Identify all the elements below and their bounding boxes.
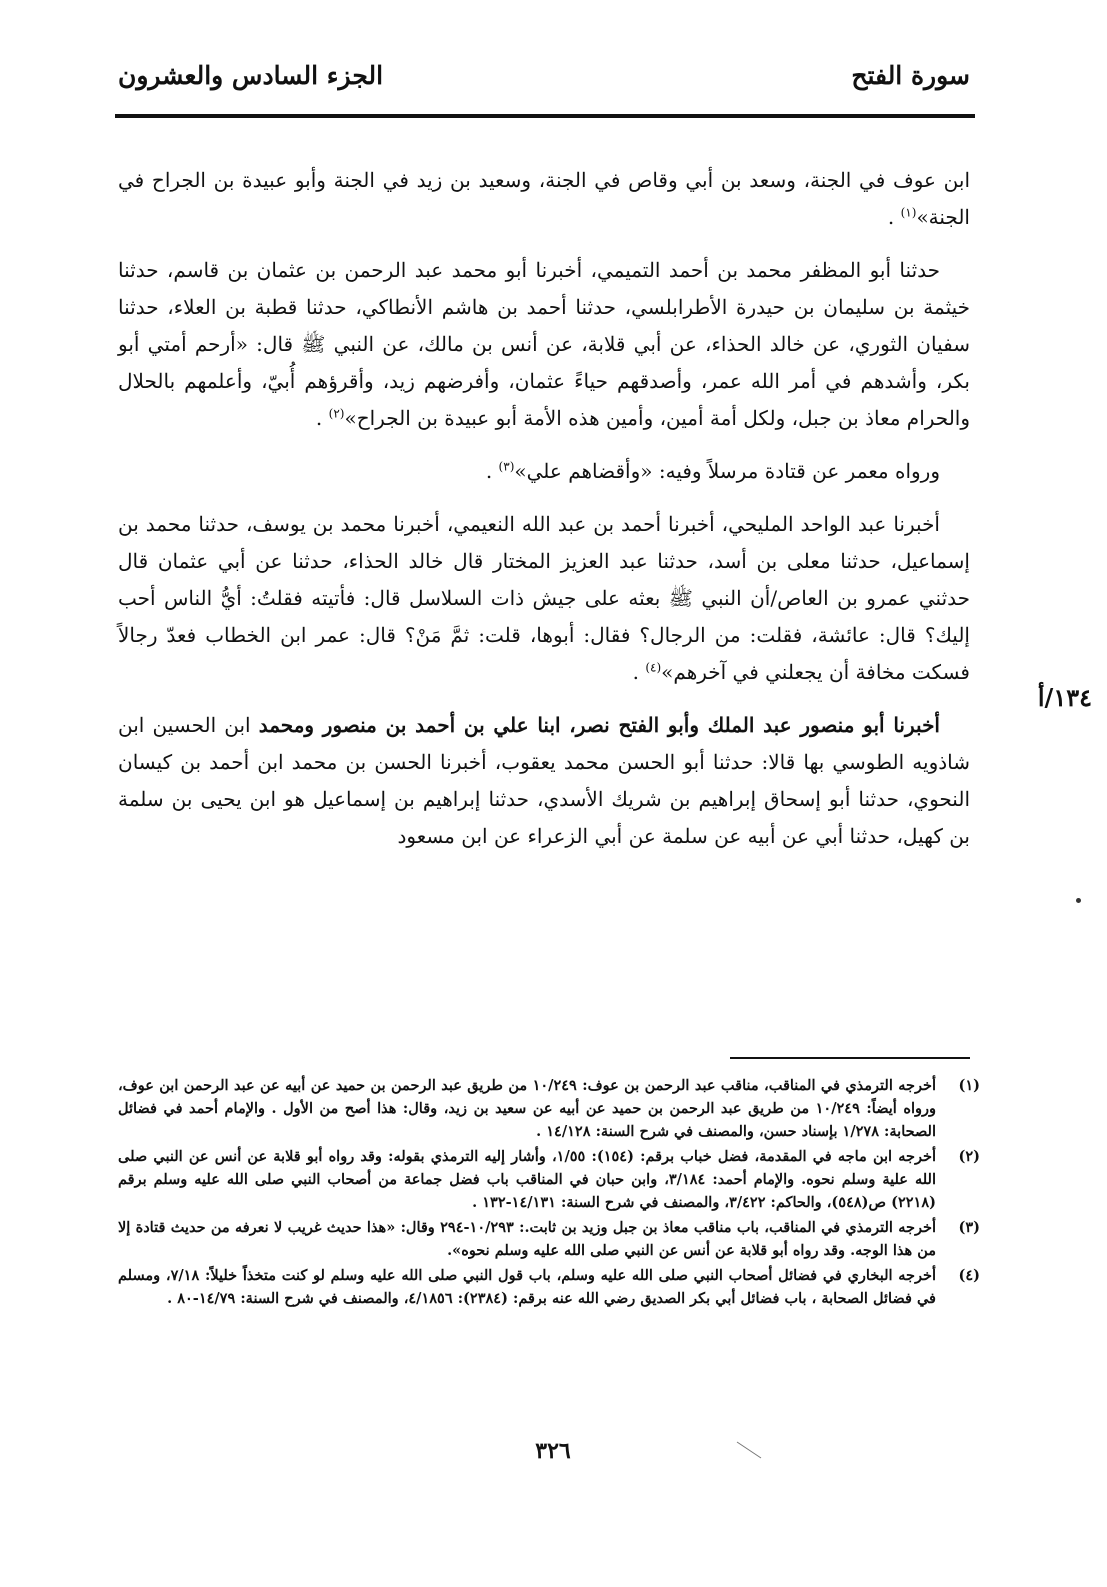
footnote-1: (١) أخرجه الترمذي في المناقب، مناقب عبد الرحمن بن عوف: ١٠/٢٤٩ من طريق عبد الرحمن بن حميد عن أبيه عن عبد الرحمن ابن عوف، ورواه أيضاً: ١٠/٢٤٩ من طريق عبد الرحمن بن حميد عن أبيه عن سعيد بن زيد، وقال: هذا أصح من الأول . والإمام أحمد في فضائل الصحابة: ١/٢٧٨ بإسناد حسن، والمصنف في شرح السنة: ١٤/١٢٨ . bbox=[118, 1077, 980, 1140]
footnote-ref-3: (٣) bbox=[498, 459, 515, 474]
footnote-rule bbox=[730, 1057, 970, 1059]
paragraph-3: ورواه معمر عن قتادة مرسلاً وفيه: «وأقضاهم علي»$^{(٣)}$ . bbox=[485, 459, 940, 483]
paragraph-4: أخبرنا عبد الواحد المليحي، أخبرنا أحمد بن عبد الله النعيمي، أخبرنا محمد بن يوسف، حدثنا محمد بن إسماعيل، حدثنا معلى بن أسد، حدثنا عبد العزيز المختار قال خالد الحذاء، حدثنا عن أبي عثمان قال حدثني عمرو بن العاص/أن النبي ﷺ بعثه على جيش ذات السلاسل قال: فأتيته فقلتُ: أيُّ الناس أحب إليك؟ قال: عائشة، فقلت: من الرجال؟ فقال: أبوها، قلت: ثمَّ مَنْ؟ قال: عمر ابن الخطاب فعدّ رجالاً فسكت مخافة أن يجعلني في آخرهم»$^{(٤)}$ . bbox=[118, 512, 970, 684]
footnote-3: (٣) أخرجه الترمذي في المناقب، باب مناقب معاذ بن جبل وزيد بن ثابت.: ١٠/٢٩٣-٢٩٤ وقال: «هذا حديث غريب لا نعرفه من حديث قتادة إلا من هذا الوجه. وقد رواه أبو قلابة عن أنس عن النبي صلى الله عليه وسلم نحوه». bbox=[118, 1219, 980, 1259]
juz-title: الجزء السادس والعشرون bbox=[118, 60, 384, 90]
footnote-2: (٢) أخرجه ابن ماجه في المقدمة، فضل خباب برقم: (١٥٤): ١/٥٥، وأشار إليه الترمذي بقوله: وقد رواه أبو قلابة عن أنس عن النبي صلى الله علية وسلم نحوه. والإمام أحمد: ٣/١٨٤، وابن حبان في المناقب باب فضل جماعة من أصحاب النبي صلى الله عليه وسلم برقم (٢٢١٨) ص(٥٤٨)، والحاكم: ٣/٤٢٢، والمصنف في شرح السنة: ١٤/١٣١-١٣٢ . bbox=[118, 1148, 980, 1211]
footnote-ref-4: (٤) bbox=[645, 660, 662, 675]
manuscript-folio-note: ١٣٤/أ bbox=[1037, 683, 1092, 712]
paragraph-2: حدثنا أبو المظفر محمد بن أحمد التميمي، أخبرنا أبو محمد عبد الرحمن بن عثمان بن قاسم، حدثنا خيثمة بن سليمان بن حيدرة الأطرابلسي، حدثنا أحمد بن هاشم الأنطاكي، حدثنا قطبة بن العلاء، حدثنا سفيان الثوري، عن خالد الحذاء، عن أبي قلابة، عن أنس بن مالك، عن النبي ﷺ قال: «أرحم أمتي أبو بكر، وأشدهم في أمر الله عمر، وأصدقهم حياءً عثمان، وأفرضهم زيد، وأقرؤهم أُبيّ، وأعلمهم بالحلال والحرام معاذ بن جبل، ولكل أمة أمين، وأمين هذه الأمة أبو عبيدة بن الجراح»$^{(٢)}$ . bbox=[118, 258, 971, 430]
paragraph-1: ابن عوف في الجنة، وسعد بن أبي وقاص في الجنة، وسعيد بن زيد في الجنة وأبو عبيدة بن الجراح في الجنة»$^{(١)}$ . bbox=[118, 168, 970, 229]
page-number: ٣٢٦ bbox=[535, 1438, 571, 1464]
margin-dot bbox=[1076, 898, 1081, 903]
footnote-ref-2: (٢) bbox=[328, 406, 345, 421]
header-rule bbox=[115, 114, 975, 118]
surah-title: سورة الفتح bbox=[851, 60, 970, 90]
footnotes bbox=[118, 1074, 980, 1312]
paragraph-5-bold: أخبرنا أبو منصور عبد الملك وأبو الفتح نصر، ابنا علي بن أحمد بن منصور ومحمد bbox=[258, 713, 940, 737]
main-text bbox=[118, 162, 970, 861]
footnote-ref-1: (١) bbox=[900, 205, 917, 220]
footnote-4: (٤) أخرجه البخاري في فضائل أصحاب النبي صلى الله عليه وسلم، باب قول النبي صلى الله عليه وسلم لو كنت متخذاً خليلاً: ٧/١٨، ومسلم في فضائل الصحابة ، باب فضائل أبي بكر الصديق رضي الله عنه برقم: (٢٣٨٤): ٤/١٨٥٦، والمصنف في شرح السنة: ١٤/٧٩-٨٠ . bbox=[118, 1267, 980, 1307]
scan-mark bbox=[735, 1440, 765, 1460]
running-header bbox=[118, 50, 970, 100]
paragraph-5: أخبرنا أبو منصور عبد الملك وأبو الفتح نصر، ابنا علي بن أحمد بن منصور ومحمد ابن الحسين ابن شاذويه الطوسي بها قالا: حدثنا أبو الحسن محمد يعقوب، أخبرنا الحسن بن محمد ابن أحمد بن كيسان النحوي، حدثنا أبو إسحاق إبراهيم بن شريك الأسدي، حدثنا إبراهيم بن إسماعيل هو ابن يحيى بن سلمة بن كهيل، حدثنا أبي عن أبيه عن سلمة عن أبي الزعراء عن ابن مسعود bbox=[118, 713, 970, 848]
